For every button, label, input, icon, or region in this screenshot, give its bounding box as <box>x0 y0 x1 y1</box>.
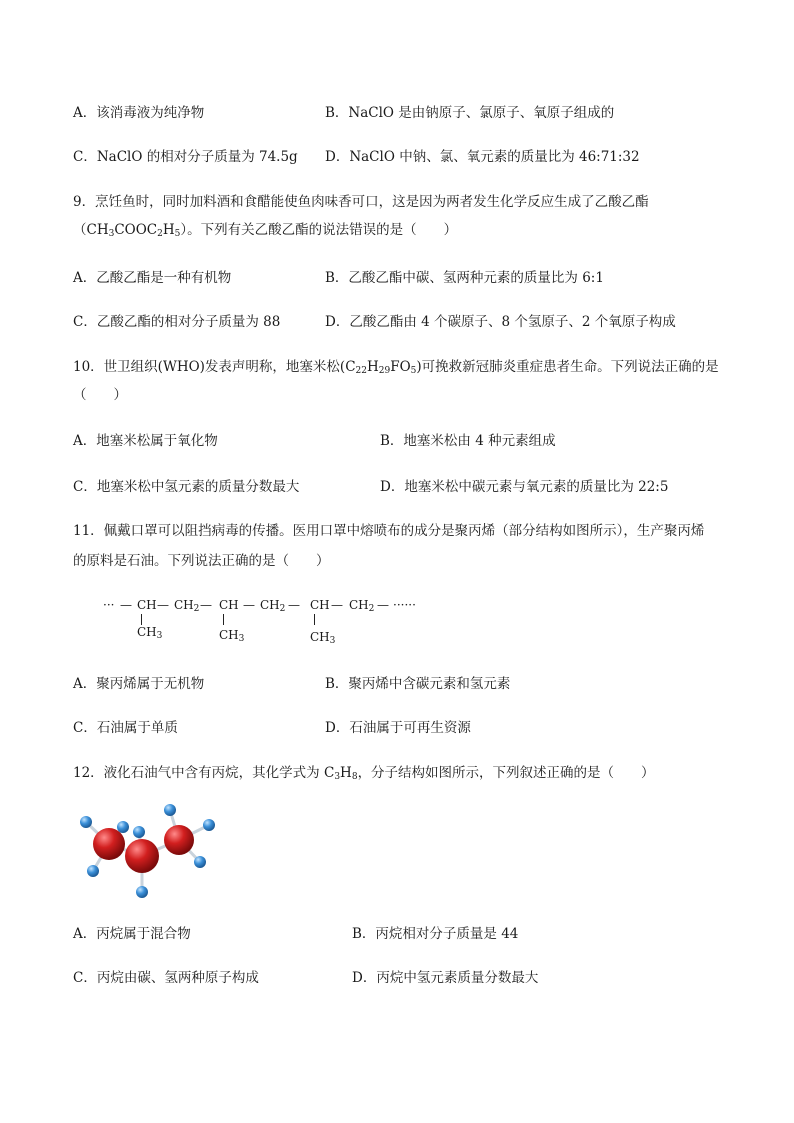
branch-bond <box>223 614 224 625</box>
q8-option-c: C．NaClO 的相对分子质量为 74.5g <box>73 149 298 165</box>
structure-bond: — <box>120 598 132 612</box>
q9-option-b: B．乙酸乙酯中碳、氢两种元素的质量比为 6:1 <box>325 270 604 286</box>
structure-ch: CH <box>310 598 330 612</box>
q12-option-b: B．丙烷相对分子质量是 44 <box>352 926 519 942</box>
q10-option-b: B．地塞米松由 4 种元素组成 <box>380 433 556 449</box>
hydrogen-atom <box>203 819 215 831</box>
q12-option-d: D．丙烷中氢元素质量分数最大 <box>352 970 539 986</box>
q10-option-d: D．地塞米松中碳元素与氧元素的质量比为 22:5 <box>380 479 669 495</box>
q8-option-d: D．NaClO 中钠、氯、氧元素的质量比为 46:71:32 <box>325 149 640 165</box>
structure-ch: CH <box>137 598 157 612</box>
structure-bond: — <box>288 598 300 612</box>
q9-option-a: A．乙酸乙酯是一种有机物 <box>73 270 232 286</box>
q11-option-b: B．聚丙烯中含碳元素和氢元素 <box>325 676 511 692</box>
q11-option-c: C．石油属于单质 <box>73 720 178 736</box>
q10-option-a: A．地塞米松属于氧化物 <box>73 433 218 449</box>
structure-ch2: $CH_2$ <box>349 598 375 614</box>
polypropylene-structure <box>103 596 423 646</box>
q11-option-d: D．石油属于可再生资源 <box>325 720 471 736</box>
carbon-atom <box>93 828 125 860</box>
structure-ch2: $CH_2$ <box>260 598 286 614</box>
hydrogen-atom <box>164 804 176 816</box>
carbon-atom <box>125 839 159 873</box>
structure-ch3: $CH_3$ <box>310 630 336 646</box>
q12-stem: 12．液化石油气中含有丙烷，其化学式为 $C_3H_8$，分子结构如图所示，下列叙述正确的是（ ） <box>73 765 655 782</box>
hydrogen-atom <box>194 856 206 868</box>
q9-stem-line1: 9．烹饪鱼时，同时加料酒和食醋能使鱼肉味香可口，这是因为两者发生化学反应生成了乙酸乙酯 <box>73 194 649 210</box>
q9-stem-line2: $(CH_3COOC_2H_5)$。下列有关乙酸乙酯的说法错误的是（ ） <box>73 222 458 239</box>
structure-ch3: $CH_3$ <box>219 628 245 644</box>
structure-ch2: $CH_2$ <box>174 598 200 614</box>
hydrogen-atom <box>80 816 92 828</box>
q12-option-a: A．丙烷属于混合物 <box>73 926 191 942</box>
q11-stem-line2: 的原料是石油。下列说法正确的是（ ） <box>73 553 330 569</box>
q11-stem-line1: 11．佩戴口罩可以阻挡病毒的传播。医用口罩中熔喷布的成分是聚丙烯（部分结构如图所示），生产聚丙烯 <box>73 523 705 539</box>
structure-bond: — <box>200 598 212 612</box>
q8-option-b: B．NaClO 是由钠原子、氯原子、氧原子组成的 <box>325 105 615 121</box>
q11-option-a: A．聚丙烯属于无机物 <box>73 676 205 692</box>
hydrogen-atom <box>136 886 148 898</box>
structure-ch3: $CH_3$ <box>137 625 163 641</box>
branch-bond <box>314 614 315 625</box>
branch-bond <box>141 614 142 625</box>
structure-ch: CH <box>219 598 239 612</box>
hydrogen-atom <box>117 821 129 833</box>
structure-dots-left: ··· <box>103 598 115 612</box>
hydrogen-atom <box>133 826 145 838</box>
q12-option-c: C．丙烷由碳、氢两种原子构成 <box>73 970 259 986</box>
q10-option-c: C．地塞米松中氢元素的质量分数最大 <box>73 479 300 495</box>
q10-stem-line1: 10．世卫组织(WHO)发表声明称，地塞米松$(C_{22}H_{29}FO_5)$可挽救新冠肺炎重症患者生命。下列说法正确的是 <box>73 359 719 376</box>
structure-bond: — <box>243 598 255 612</box>
structure-dots-right: ······ <box>393 598 416 612</box>
q9-option-c: C．乙酸乙酯的相对分子质量为 88 <box>73 314 281 330</box>
propane-molecule-model <box>70 800 230 905</box>
hydrogen-atom <box>87 865 99 877</box>
structure-bond: — <box>331 598 343 612</box>
q10-stem-line2: （ ） <box>73 387 127 403</box>
q9-option-d: D．乙酸乙酯由 4 个碳原子、8 个氢原子、2 个氧原子构成 <box>325 314 676 330</box>
q8-option-a: A．该消毒液为纯净物 <box>73 105 205 121</box>
structure-bond: — <box>157 598 169 612</box>
structure-bond: — <box>377 598 389 612</box>
carbon-atom <box>164 825 194 855</box>
